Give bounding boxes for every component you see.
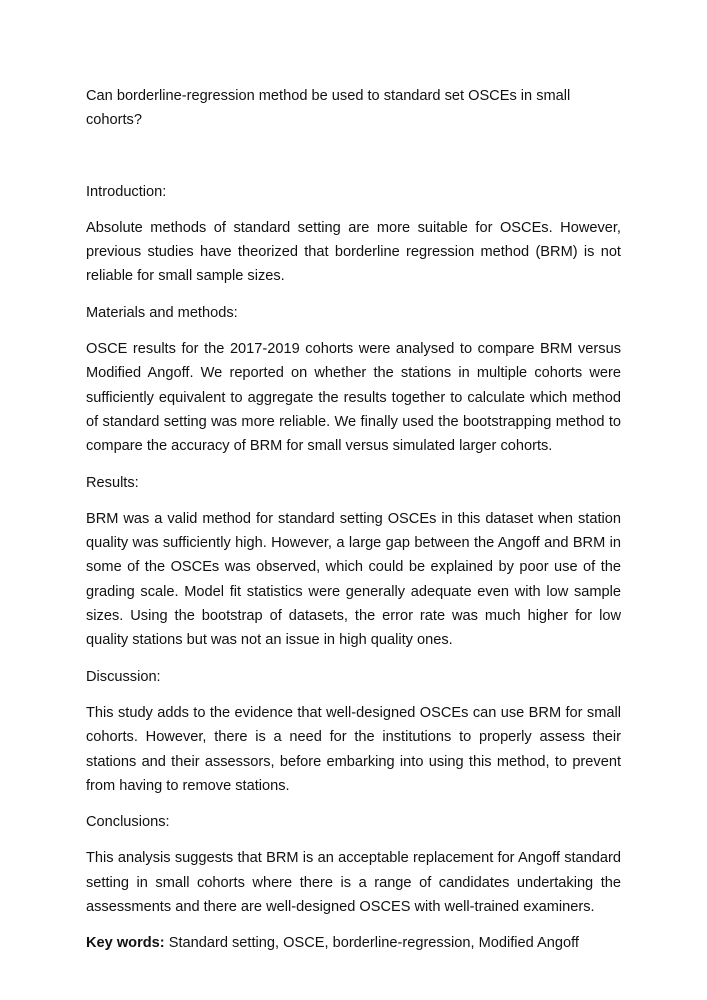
- keywords-text: Standard setting, OSCE, borderline-regression, Modified Angoff: [164, 935, 579, 952]
- section-body: This analysis suggests that BRM is an acceptable replacement for Angoff standard setting in small cohorts where there is a range of candidates undertaking the assessments and there are well-designed OSCES with well-trained examiners.: [86, 850, 621, 916]
- section-heading: Materials and methods:: [86, 304, 238, 321]
- section-body: BRM was a valid method for standard setting OSCEs in this dataset when station quality was sufficiently high. However, a large gap between the Angoff and BRM in some of the OSCEs was observed, which could be explained by poor use of the grading scale. Model fit statistics were generally adequate even with low sample sizes. Using the bootstrap of datasets, the error rate was much higher for low quality stations but was not an issue in high quality ones.: [86, 510, 621, 649]
- keywords-label: Key words:: [86, 935, 165, 952]
- section-heading: Introduction:: [86, 183, 167, 200]
- section-body: Absolute methods of standard setting are more suitable for OSCEs. However, previous studies have theorized that borderline regression method (BRM) is not reliable for small sample sizes.: [86, 219, 621, 285]
- section-materials-and-methods: [86, 301, 621, 459]
- section-discussion: [86, 665, 621, 798]
- section-heading: Conclusions:: [86, 814, 170, 831]
- section-results: [86, 471, 621, 653]
- section-body: This study adds to the evidence that well-designed OSCEs can use BRM for small cohorts. However, there is a need for the institutions to properly assess their stations and their assessors, before embarking into using this method, to prevent from having to remove stations.: [86, 704, 621, 794]
- section-heading: Results:: [86, 474, 139, 491]
- section-heading: Discussion:: [86, 668, 161, 685]
- section-conclusions: [86, 810, 621, 919]
- section-body: OSCE results for the 2017-2019 cohorts were analysed to compare BRM versus Modified Angoff. We reported on whether the stations in multiple cohorts were sufficiently equivalent to aggregate the results together to calculate which method of standard setting was more reliable. We finally used the bootstrapping method to compare the accuracy of BRM for small versus simulated larger cohorts.: [86, 341, 621, 455]
- abstract-page: [86, 84, 621, 956]
- section-introduction: [86, 180, 621, 289]
- keywords: [86, 931, 621, 955]
- paper-title: Can borderline-regression method be used to standard set OSCEs in small cohorts?: [86, 88, 571, 129]
